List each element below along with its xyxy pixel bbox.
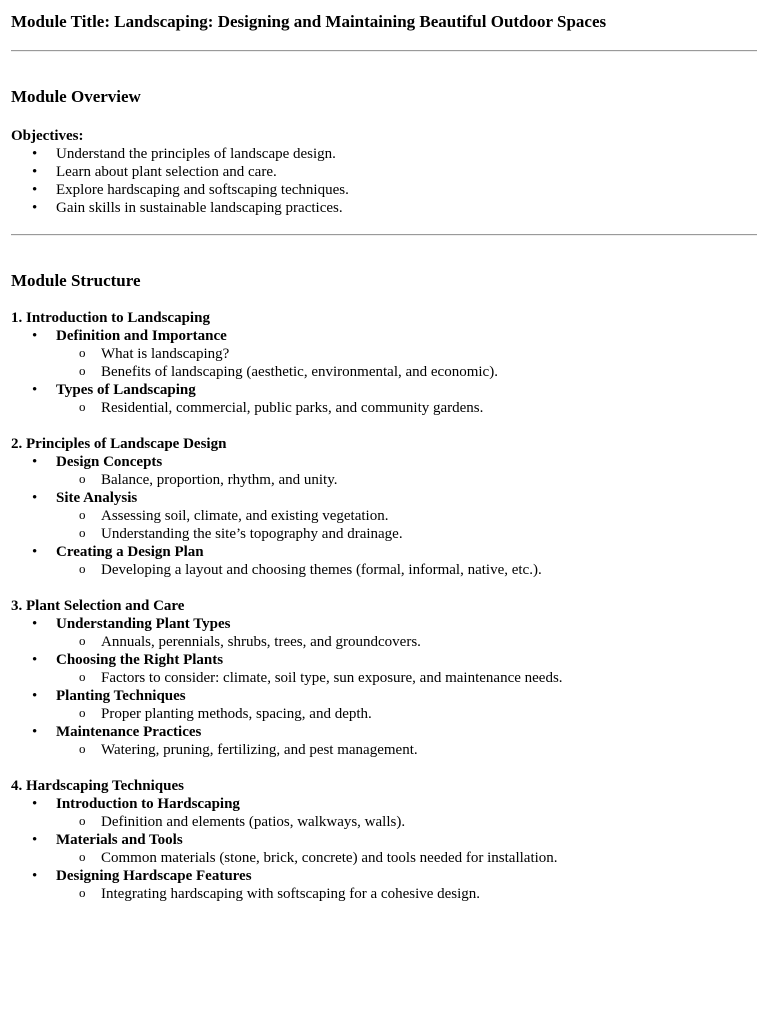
list-item [56,687,757,723]
sub-list [56,741,757,759]
item-title: Introduction to Hardscaping [56,796,240,812]
list-item [56,327,757,381]
item-title: Creating a Design Plan [56,544,204,560]
section-title: 3. Plant Selection and Care [11,598,185,614]
sub-list [56,813,757,831]
item-title: Site Analysis [56,490,138,506]
sub-list [56,849,757,867]
list-item: • Explore hardscaping and softscaping techniques. [56,181,757,199]
item-title: Materials and Tools [56,832,183,848]
sub-list [56,885,757,903]
divider [11,234,757,236]
sub-item: o Benefits of landscaping (aesthetic, environmental, and economic). [101,363,757,381]
list-item: • Understand the principles of landscape design. [56,145,757,163]
item-title: Maintenance Practices [56,724,202,740]
sub-list [56,561,757,579]
list-item [56,543,757,579]
item-title: Design Concepts [56,454,163,470]
section-list [11,795,757,903]
section-title: 1. Introduction to Landscaping [11,310,210,326]
sub-list [56,705,757,723]
sub-item: o Integrating hardscaping with softscaping for a cohesive design. [101,885,757,903]
sub-list [56,399,757,417]
list-item [56,615,757,651]
sub-item: o Proper planting methods, spacing, and depth. [101,705,757,723]
item-title: Understanding Plant Types [56,616,231,632]
sub-item: o Assessing soil, climate, and existing vegetation. [101,507,757,525]
sub-list [56,507,757,543]
list-item: • Learn about plant selection and care. [56,163,757,181]
module-title: Module Title: Landscaping: Designing and Maintaining Beautiful Outdoor Spaces [11,12,607,31]
list-item [56,867,757,903]
section-list [11,453,757,579]
objectives-label: Objectives: [11,128,84,144]
section-title: 4. Hardscaping Techniques [11,778,184,794]
list-item: • Gain skills in sustainable landscaping practices. [56,199,757,217]
sub-item: o Understanding the site’s topography and drainage. [101,525,757,543]
list-item [56,489,757,543]
list-item [56,795,757,831]
structure-heading: Module Structure [11,271,141,290]
list-item [56,831,757,867]
list-item [56,651,757,687]
item-title: Definition and Importance [56,328,227,344]
sub-list [56,633,757,651]
sub-item: o What is landscaping? [101,345,757,363]
sub-item: o Definition and elements (patios, walkways, walls). [101,813,757,831]
divider [11,50,757,52]
section-title: 2. Principles of Landscape Design [11,436,227,452]
sub-item: o Common materials (stone, brick, concrete) and tools needed for installation. [101,849,757,867]
section-list [11,615,757,759]
sub-item: o Developing a layout and choosing themes (formal, informal, native, etc.). [101,561,757,579]
sub-list [56,471,757,489]
section-list [11,327,757,417]
sub-item: o Residential, commercial, public parks, and community gardens. [101,399,757,417]
sub-item: o Factors to consider: climate, soil type, sun exposure, and maintenance needs. [101,669,757,687]
list-item [56,381,757,417]
sub-item: o Watering, pruning, fertilizing, and pest management. [101,741,757,759]
list-item [56,723,757,759]
item-title: Types of Landscaping [56,382,196,398]
sub-list [56,345,757,381]
list-item [56,453,757,489]
objectives-list [11,145,757,217]
sub-list [56,669,757,687]
item-title: Planting Techniques [56,688,186,704]
item-title: Choosing the Right Plants [56,652,224,668]
sub-item: o Balance, proportion, rhythm, and unity. [101,471,757,489]
overview-heading: Module Overview [11,87,141,106]
sub-item: o Annuals, perennials, shrubs, trees, and groundcovers. [101,633,757,651]
item-title: Designing Hardscape Features [56,868,252,884]
